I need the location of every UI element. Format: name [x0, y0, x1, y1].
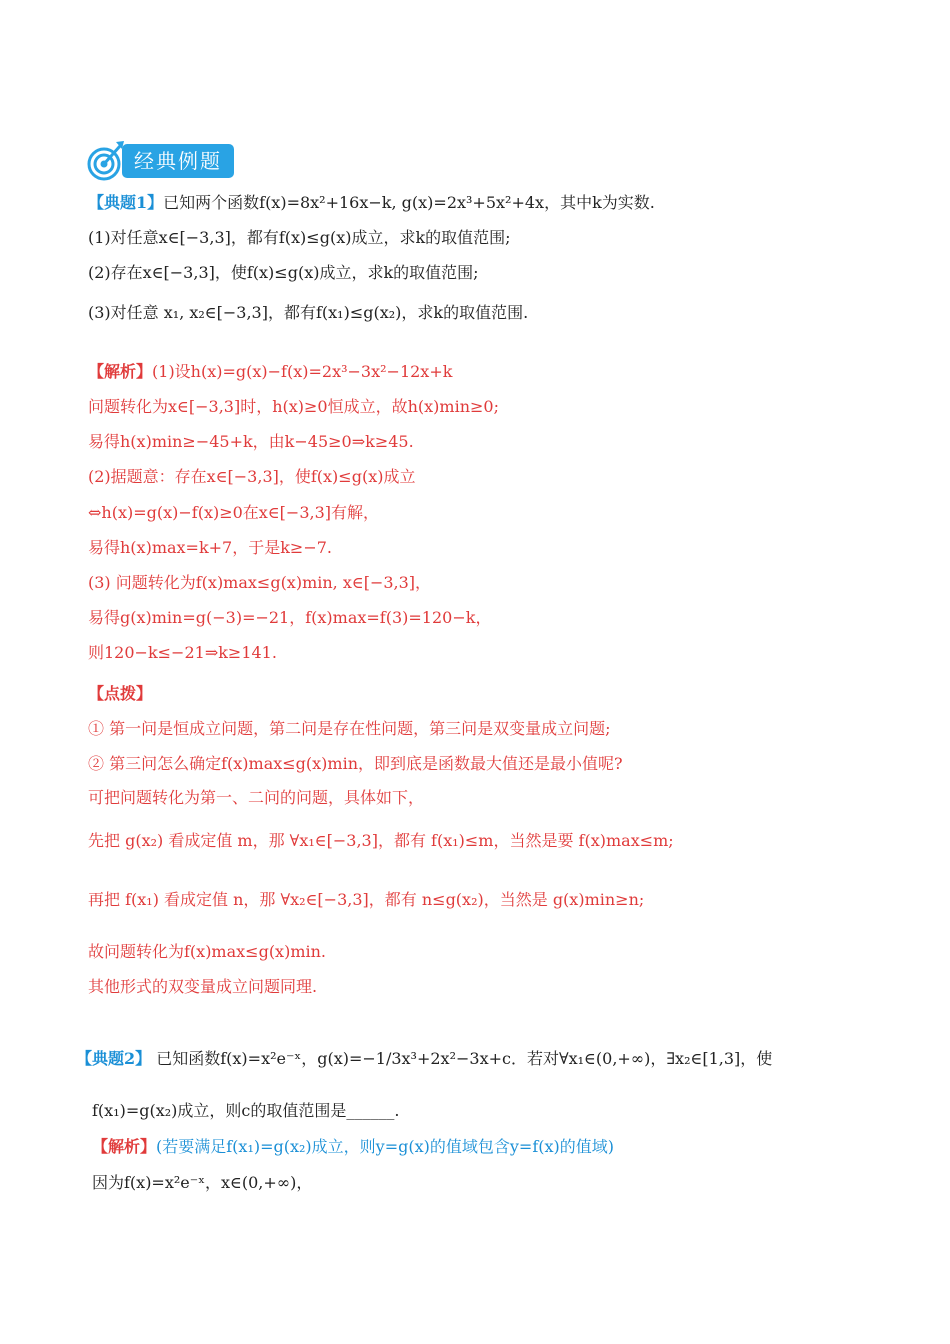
- section-title: 经典例题: [134, 149, 222, 173]
- ex1-d7: 其他形式的双变量成立问题同理.: [88, 977, 318, 996]
- ex1-q1: (1)对任意x∈[−3,3]，都有f(x)≤g(x)成立，求k的取值范围;: [88, 228, 511, 247]
- ex1-a9: 则120−k≤−21⇒k≥141.: [88, 643, 277, 662]
- ex1-a7: (3) 问题转化为f(x)max≤g(x)min, x∈[−3,3]，: [88, 573, 432, 592]
- ex1-a8: 易得g(x)min=g(−3)=−21，f(x)max=f(3)=120−k，: [88, 608, 492, 627]
- target-dart-icon: [86, 138, 126, 184]
- ex1-q2: (2)存在x∈[−3,3]，使f(x)≤g(x)成立，求k的取值范围;: [88, 263, 479, 282]
- ex1-d6: 故问题转化为f(x)max≤g(x)min.: [88, 942, 327, 961]
- ex1-a6: 易得h(x)max=k+7，于是k≥−7.: [88, 538, 333, 557]
- ex2-tag: 【典题2】: [76, 1049, 152, 1068]
- ex1-tag: 【典题1】: [88, 193, 164, 212]
- ex1-d5: 再把 f(x₁) 看成定值 n，那 ∀x₂∈[−3,3]，都有 n≤g(x₂)，当然是 g(x)min≥n;: [88, 890, 645, 909]
- ex1-jx-tag: 【解析】: [88, 362, 153, 381]
- ex2-a1-text: (若要满足f(x₁)=g(x₂)成立，则y=g(x)的值域包含y=f(x)的值域): [156, 1137, 614, 1156]
- ex1-statement-text: 已知两个函数f(x)=8x²+16x−k, g(x)=2x³+5x²+4x，其中k为实数.: [163, 193, 655, 212]
- ex1-d2: ② 第三问怎么确定f(x)max≤g(x)min，即到底是函数最大值还是最小值呢?: [88, 754, 623, 773]
- ex1-a5: ⇔h(x)=g(x)−f(x)≥0在x∈[−3,3]有解，: [88, 503, 380, 522]
- section-banner: [86, 138, 236, 184]
- ex1-q3: (3)对任意 x₁, x₂∈[−3,3]，都有f(x₁)≤g(x₂)，求k的取值范围.: [88, 303, 529, 322]
- banner-box: [122, 144, 234, 178]
- ex2-jx-tag: 【解析】: [92, 1137, 157, 1156]
- ex1-d3: 可把问题转化为第一、二问的问题，具体如下，: [88, 788, 425, 807]
- ex1-a4: (2)据题意：存在x∈[−3,3]，使f(x)≤g(x)成立: [88, 467, 416, 486]
- ex1-d1: ① 第一问是恒成立问题，第二问是存在性问题，第三问是双变量成立问题;: [88, 719, 611, 738]
- ex1-a3: 易得h(x)min≥−45+k，由k−45≥0⇒k≥45.: [88, 432, 414, 451]
- ex2-a1: [92, 1136, 614, 1158]
- ex2-statement2: f(x₁)=g(x₂)成立，则c的取值范围是______.: [92, 1101, 400, 1120]
- ex1-db-tag: 【点拨】: [88, 684, 153, 703]
- ex1-statement: [88, 192, 655, 214]
- ex2-statement: [76, 1048, 772, 1070]
- ex2-a2: 因为f(x)=x²e⁻ˣ，x∈(0,+∞)，: [92, 1173, 313, 1192]
- ex1-a1-text: (1)设h(x)=g(x)−f(x)=2x³−3x²−12x+k: [152, 362, 453, 381]
- ex1-a1: [88, 361, 452, 383]
- ex1-d4: 先把 g(x₂) 看成定值 m，那 ∀x₁∈[−3,3]，都有 f(x₁)≤m，当然是要 f(x)max≤m;: [88, 831, 674, 850]
- ex1-a2: 问题转化为x∈[−3,3]时，h(x)≥0恒成立，故h(x)min≥0;: [88, 397, 499, 416]
- ex2-statement-text: 已知函数f(x)=x²e⁻ˣ，g(x)=−1/3x³+2x²−3x+c．若对∀x₁∈(0,+∞)，∃x₂∈[1,3]，使: [156, 1049, 773, 1068]
